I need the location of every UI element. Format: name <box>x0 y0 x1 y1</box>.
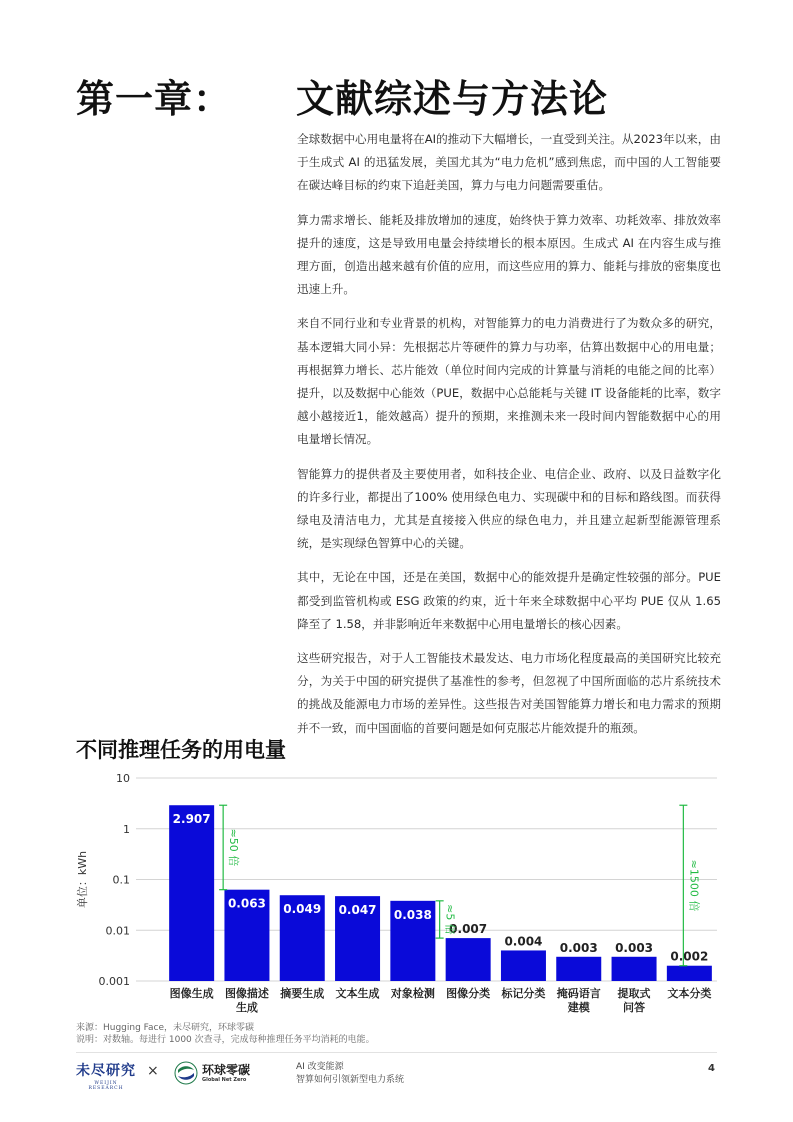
x-tick-label: 文本生成 <box>335 987 380 1000</box>
paragraph-1: 全球数据中心用电量将在AI的推动下大幅增长，一直受到关注。从2023年以来，由于生成式 AI 的迅猛发展，美国尤其为“电力危机”感到焦虑，而中国的人工智能要在碳达峰目标的约束下追赶美国，算力与电力问题需要重估。 <box>297 132 721 193</box>
x-tick-label: 生成 <box>235 1001 258 1014</box>
bar-value-label: 0.038 <box>393 907 432 922</box>
paragraph-5: 其中，无论在中国，还是在美国，数据中心的能效提升是确定性较强的部分。PUE 都受到监管机构或 ESG 政策的约束，近十年来全球数据中心平均 PUE 仅从 1.65 降至了 1.58，并非影响近年来数据中心用电量增长的核心因素。 <box>297 570 721 631</box>
gnz-logo-en: Global Net Zero <box>202 1077 247 1083</box>
page-number: 4 <box>708 1063 715 1074</box>
chapter-label: 第一章： <box>76 77 233 121</box>
bar-value-label: 0.002 <box>670 949 709 964</box>
weijin-logo <box>76 1060 136 1091</box>
bar <box>446 938 491 981</box>
footer-divider <box>76 1052 717 1053</box>
bar-value-label: 2.907 <box>172 812 211 827</box>
bar-value-label: 0.063 <box>227 896 266 911</box>
x-tick-label: 文本分类 <box>667 987 712 1000</box>
bar <box>501 950 546 981</box>
x-tick-label: 图像分类 <box>446 987 491 1000</box>
x-tick-label: 摘要生成 <box>280 987 325 1000</box>
bar-value-label: 0.003 <box>559 940 598 955</box>
bar-value-label: 0.049 <box>283 902 322 917</box>
x-tick-label: 对象检测 <box>390 987 435 1000</box>
bar-value-label: 0.047 <box>338 903 377 918</box>
footer-line-2: 智算如何引领新型电力系统 <box>296 1075 405 1085</box>
x-tick-label: 提取式 <box>617 987 651 1000</box>
source-note: 来源：Hugging Face，未尽研究，环球零碳 <box>76 1023 255 1033</box>
x-tick-label: 问答 <box>623 1001 646 1014</box>
x-tick-label: 图像描述 <box>224 987 269 1000</box>
paragraph-4: 智能算力的提供者及主要使用者，如科技企业、电信企业、政府、以及日益数字化的许多行业，都提出了100% 使用绿色电力、实现碳中和的目标和路线图。而获得绿电及清洁电力，尤其是直接接入供应的绿色电力，并且建立起新型能源管理系统，是实现绿色智算中心的关键。 <box>297 466 721 551</box>
y-tick-label: 10 <box>116 772 130 785</box>
globe-swirl-icon <box>174 1061 198 1085</box>
weijin-logo-en: WEIJIN RESEARCH <box>88 1081 124 1091</box>
bar <box>612 957 657 981</box>
x-tick-label: 建模 <box>567 1001 590 1014</box>
body-text <box>297 128 721 751</box>
y-tick-label: 1 <box>123 822 130 836</box>
x-tick-label: 掩码语言 <box>556 987 601 1000</box>
collab-times: × <box>147 1063 159 1079</box>
x-tick-label: 图像生成 <box>169 987 214 1000</box>
chart-title: 不同推理任务的用电量 <box>76 738 286 762</box>
y-tick-label: 0.01 <box>105 924 130 938</box>
paragraph-6: 这些研究报告，对于人工智能技术最发达、电力市场化程度最高的美国研究比较充分，为关于中国的研究提供了基准性的参考，但忽视了中国所面临的芯片系统技术的挑战及能源电力市场的差异性。这些报告对美国智能算力增长和电力需求的预期并不一致，而中国面临的首要问题是如何克服芯片能效提升的瓶颈。 <box>297 651 721 735</box>
bracket-annotation: ≈5 倍 <box>443 904 457 935</box>
explain-note: 说明：对数轴。每进行 1000 次查寻，完成每种推理任务平均消耗的电能。 <box>76 1035 375 1045</box>
bar <box>169 805 214 981</box>
footer-line-1: AI 改变能源 <box>296 1062 344 1072</box>
y-tick-label: 0.001 <box>98 975 130 988</box>
bar-value-label: 0.007 <box>449 922 488 937</box>
x-tick-label: 标记分类 <box>501 987 546 1000</box>
bracket-annotation: ≈50 倍 <box>227 828 241 867</box>
bar <box>556 957 601 981</box>
paragraph-2: 算力需求增长、能耗及排放增加的速度，始终快于算力效率、功耗效率、排放效率提升的速度，这是导致用电量会持续增长的根本原因。生成式 AI 在内容生成与推理方面，创造出越来越有价值的应用，而这些应用的算力、能耗与排放的密集度也迅速上升。 <box>297 212 721 297</box>
gnz-logo-cn: 环球零碳 <box>202 1063 251 1077</box>
bracket-annotation: ≈1500 倍 <box>687 859 701 912</box>
footer-text <box>296 1061 404 1087</box>
weijin-logo-cn: 未尽研究 <box>76 1063 136 1079</box>
gnz-logo <box>174 1060 264 1086</box>
energy-bar-chart <box>70 768 720 1018</box>
chapter-title: 文献综述与方法论 <box>296 77 609 121</box>
y-axis-label: 单位：kWh <box>76 850 89 909</box>
bar-value-label: 0.004 <box>504 934 543 949</box>
bar-value-label: 0.003 <box>615 940 654 955</box>
y-tick-label: 0.1 <box>112 873 130 887</box>
paragraph-3: 来自不同行业和专业背景的机构，对智能算力的电力消费进行了为数众多的研究，基本逻辑大同小异：先根据芯片等硬件的算力与功率，估算出数据中心的用电量；再根据算力增长、芯片能效（单位时间内完成的计算量与消耗的电能之间的比率）提升，以及数据中心能效（PUE，数据中心总能耗与关键 IT 设备能耗的比率，数字越小越接近1，能效越高）提升的预期，来推测未来一段时间内智能数据中心的用电量增长情况。 <box>297 316 721 447</box>
bar <box>667 966 712 981</box>
